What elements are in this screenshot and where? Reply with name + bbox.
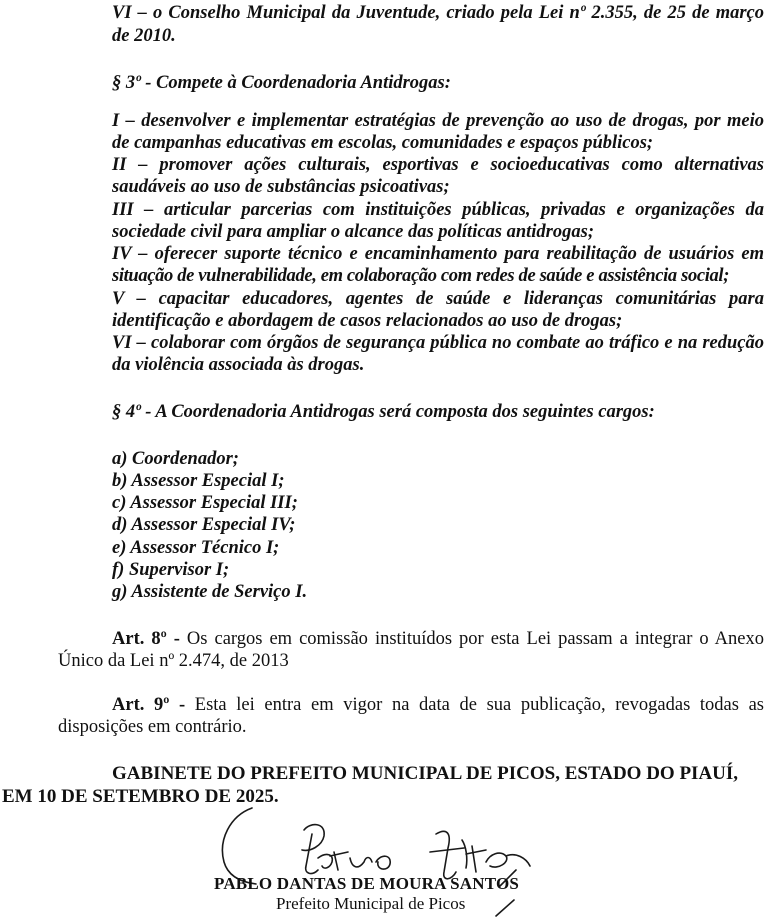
list-item: identificação e abordagem de casos relacionados ao uso de drogas;: [112, 311, 623, 331]
cargo-item: b) Assessor Especial I;: [112, 471, 285, 491]
list-item: sociedade civil para ampliar o alcance das políticas antidrogas;: [112, 222, 594, 242]
art-8-label: Art. 8º -: [112, 629, 180, 649]
list-item: VI – colaborar com órgãos de segurança pública no combate ao tráfico e na redução: [112, 333, 764, 353]
art-9-line1: [112, 694, 764, 717]
list-item: IV – oferecer suporte técnico e encaminhamento para reabilitação de usuários em: [112, 244, 764, 264]
list-item: I – desenvolver e implementar estratégias de prevenção ao uso de drogas, por meio: [112, 111, 764, 131]
cargo-item: a) Coordenador;: [112, 449, 239, 469]
item-vi-conselho-line1: VI – o Conselho Municipal da Juventude, criado pela Lei nº 2.355, de 25 de março: [112, 3, 764, 23]
gabinete-line2: EM 10 DE SETEMBRO DE 2025.: [2, 786, 279, 807]
art-8-line1: [112, 628, 764, 651]
gabinete-line1: GABINETE DO PREFEITO MUNICIPAL DE PICOS, ESTADO DO PIAUÍ,: [112, 763, 739, 784]
item-vi-conselho-line2: de 2010.: [112, 26, 176, 46]
paragraph-3-heading: § 3º - Compete à Coordenadoria Antidrogas:: [112, 73, 451, 93]
list-item: III – articular parcerias com instituições públicas, privadas e organizações da: [112, 200, 764, 220]
art-9-text: Esta lei entra em vigor na data de sua publicação, revogadas todas as: [194, 695, 765, 715]
paragraph-4-heading: § 4º - A Coordenadoria Antidrogas será composta dos seguintes cargos:: [112, 402, 655, 422]
list-item: da violência associada às drogas.: [112, 355, 365, 375]
list-item: de campanhas educativas em escolas, comunidades e espaços públicos;: [112, 133, 654, 153]
cargo-item: f) Supervisor I;: [112, 560, 230, 580]
signatory-name: PABLO DANTAS DE MOURA SANTOS: [214, 874, 520, 893]
art-9-label: Art. 9º -: [112, 695, 186, 715]
signatory-role: Prefeito Municipal de Picos: [276, 894, 466, 913]
list-item: V – capacitar educadores, agentes de saúde e lideranças comunitárias para: [112, 289, 764, 309]
list-item: situação de vulnerabilidade, em colaboração com redes de saúde e assistência social;: [112, 266, 729, 286]
cargo-item: e) Assessor Técnico I;: [112, 538, 280, 558]
cargo-item: d) Assessor Especial IV;: [112, 515, 296, 535]
cargo-item: g) Assistente de Serviço I.: [112, 582, 308, 602]
art-9-line2: disposições em contrário.: [58, 717, 247, 737]
list-item: saudáveis ao uso de substâncias psicoativas;: [112, 177, 450, 197]
art-8-text: Os cargos em comissão instituídos por esta Lei passam a integrar o Anexo: [186, 629, 764, 649]
art-8-line2: Único da Lei nº 2.474, de 2013: [58, 651, 289, 671]
cargo-item: c) Assessor Especial III;: [112, 493, 298, 513]
list-item: II – promover ações culturais, esportivas e socioeducativas como alternativas: [112, 155, 764, 175]
